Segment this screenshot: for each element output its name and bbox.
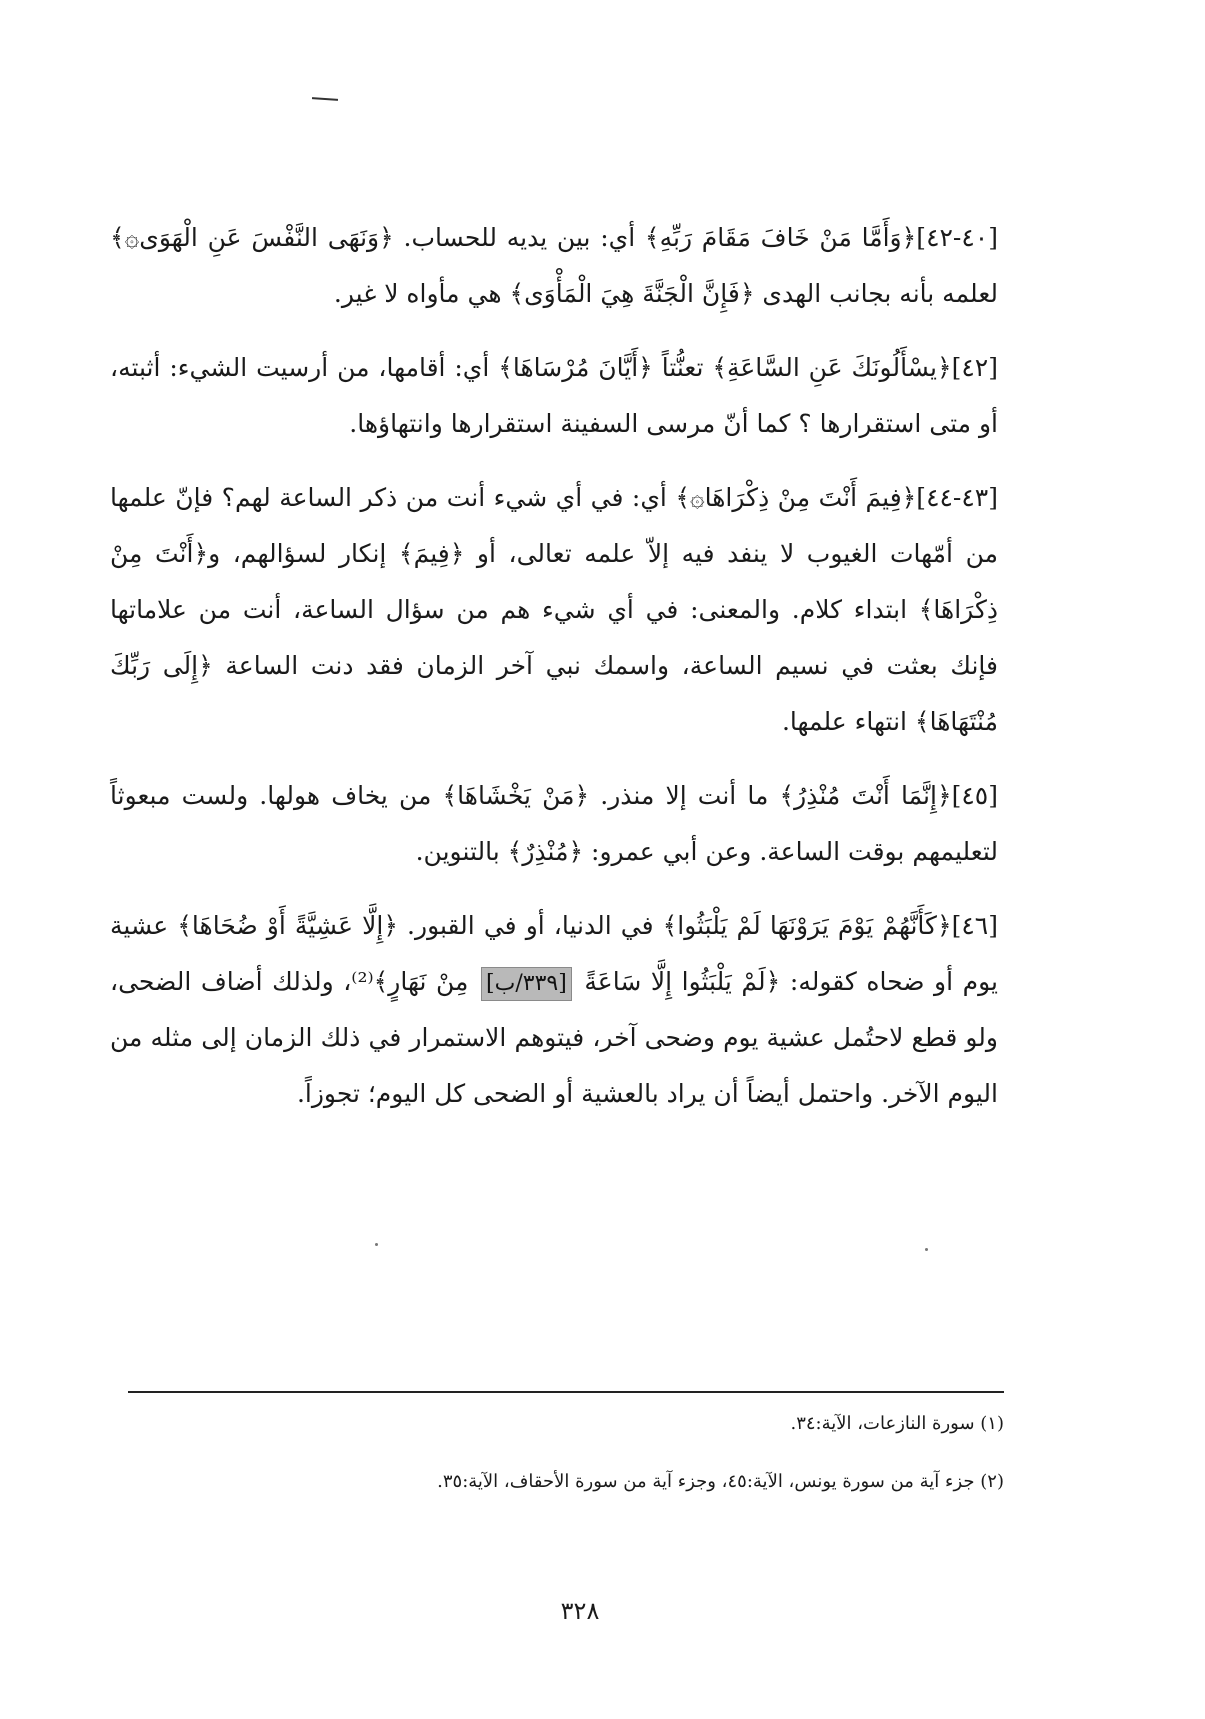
footnote-1: (١) سورة النازعات، الآية:٣٤. — [790, 1413, 1004, 1434]
verse-ref: [٤٠-٤٢] — [916, 223, 998, 252]
verse-ref: [٤٥] — [951, 781, 998, 810]
paragraph-text: ﴿فِيمَ أَنْتَ مِنْ ذِكْرَاهَا۞﴾ أي: في أي شيء أنت من ذكر الساعة لهم؟ فإنّ علمها من أمّهات الغيوب لا ينفد فيه إلاّ علمه تعالى، أو ﴿فِيمَ﴾ إنكار لسؤالهم، و﴿أَنْتَ مِنْ ذِكْرَاهَا﴾ ابتداء كلام. والمعنى: في أي شيء هم من سؤال الساعة، أنت من علاماتها فإنك بعثت في نسيم الساعة، واسمك نبي آخر الزمان فقد دنت الساعة ﴿إِلَى رَبِّكَ مُنْتَهَاهَا﴾ انتهاء علمها. — [110, 483, 998, 736]
paragraph-45 — [110, 768, 998, 880]
scan-speck — [925, 1248, 928, 1251]
paragraph-42 — [110, 340, 998, 452]
paragraph-40-42 — [110, 210, 998, 322]
footnote-2: (٢) جزء آية من سورة يونس، الآية:٤٥، وجزء آية من سورة الأحقاف، الآية:٣٥. — [437, 1471, 1004, 1492]
footnote-separator — [128, 1391, 1004, 1393]
verse-ref: [٤٦] — [951, 911, 998, 940]
paragraph-text: ﴿إِنَّمَا أَنْتَ مُنْذِرُ﴾ ما أنت إلا منذر. ﴿مَنْ يَخْشَاهَا﴾ من يخاف هولها. ولست مبعوثاً لتعليمهم بوقت الساعة. وعن أبي عمرو: ﴿مُنْذِرٌ﴾ بالتنوين. — [110, 781, 998, 866]
paragraph-43-44 — [110, 470, 998, 750]
verse-ref: [٤٣-٤٤] — [916, 483, 998, 512]
manuscript-page-ref: [٣٣٩/ب] — [481, 967, 572, 1001]
paragraph-text: ﴿وَأَمَّا مَنْ خَافَ مَقَامَ رَبِّهِ﴾ أي: بين يديه للحساب. ﴿وَنَهَى النَّفْسَ عَنِ الْهَوَى۞﴾ لعلمه بأنه بجانب الهدى ﴿فَإِنَّ الْجَنَّةَ هِيَ الْمَأْوَى﴾ هي مأواه لا غير. — [110, 223, 998, 308]
page-number: ٣٢٨ — [560, 1597, 600, 1625]
paragraph-text: ﴿يسْأَلُونَكَ عَنِ السَّاعَةِ﴾ تعنُّتاً ﴿أَيَّانَ مُرْسَاهَا﴾ أي: أقامها، من أرسيت الشيء: أثبته، أو متى استقرارها ؟ كما أنّ مرسى السفينة استقرارها وانتهاؤها. — [110, 353, 998, 438]
scan-speck — [375, 1243, 378, 1246]
paragraph-46 — [110, 898, 998, 1122]
paragraph-text-after: مِنْ نَهَارٍ﴾⁽²⁾، ولذلك أضاف الضحى، ولو قطع لاحتُمل عشية يوم وضحى آخر، فيتوهم الاستمرار في ذلك الزمان إلى مثله من اليوم الآخر. واحتمل أيضاً أن يراد بالعشية أو الضحى كل اليوم؛ تجوزاً. — [110, 967, 998, 1108]
body-text — [110, 210, 998, 1140]
footnotes — [128, 1410, 1004, 1526]
scan-mark — [312, 97, 338, 101]
verse-ref: [٤٢] — [951, 353, 998, 382]
paragraph-text-before: ﴿كَأَنَّهُمْ يَوْمَ يَرَوْنَهَا لَمْ يَلْبَثُوا﴾ في الدنيا، أو في القبور. ﴿إِلَّا عَشِيَّةً أَوْ ضُحَاهَا﴾ عشية يوم أو ضحاه كقوله: ﴿لَمْ يَلْبَثُوا إِلَّا سَاعَةً — [110, 911, 999, 996]
